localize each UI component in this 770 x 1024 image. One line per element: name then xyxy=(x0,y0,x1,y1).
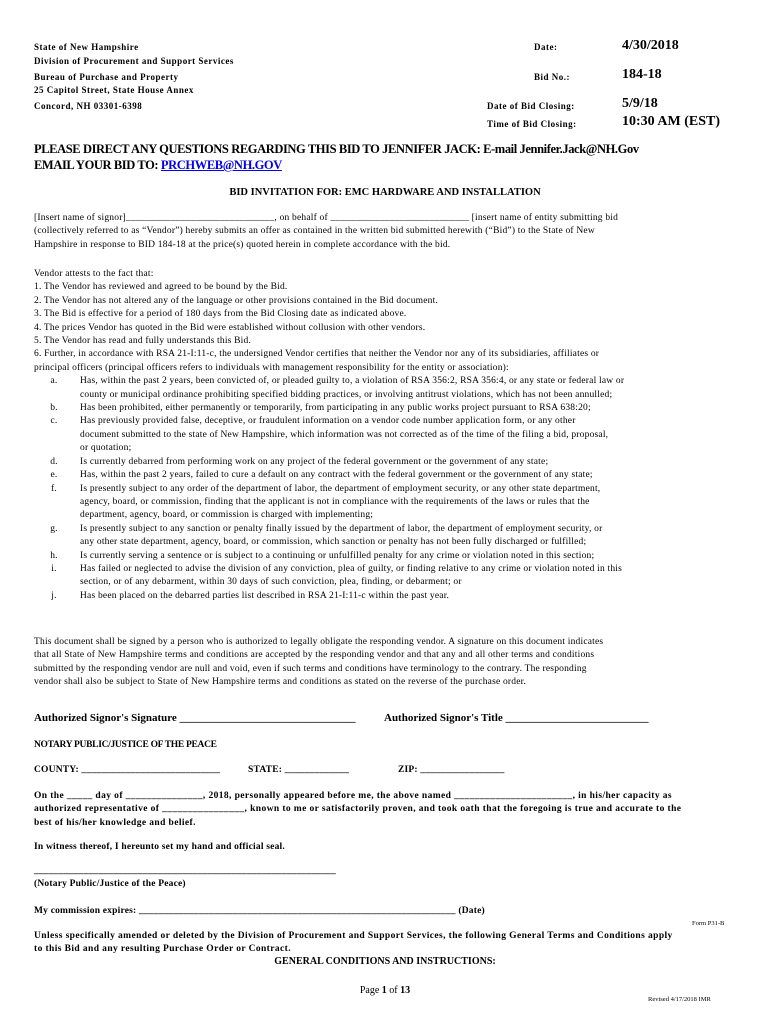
bid-no-value: 184-18 xyxy=(622,67,662,82)
subitem-line: Has failed or neglected to advise the division of any conviction, plea of guilty, or finding relative to any crime or violation noted in this xyxy=(80,563,623,574)
header-bureau: Bureau of Purchase and Property xyxy=(34,72,179,82)
subitem-letter: h. xyxy=(50,550,58,561)
state-field[interactable]: STATE: _____________ xyxy=(248,765,350,775)
subitem-letter: e. xyxy=(50,470,58,481)
intro-paragraph xyxy=(34,212,734,252)
subitem-h xyxy=(34,550,734,563)
notary-line: authorized representative of ________________, known to me or satisfactorily proven, and took oath that the foregoing is true and accurate to the xyxy=(34,804,682,815)
notary-line: On the _____ day of _______________, 2018, personally appeared before me, the above named _______________________, in his/her capacity as xyxy=(34,791,672,801)
county-field[interactable]: COUNTY: ____________________________ xyxy=(34,765,221,775)
page-prefix: Page xyxy=(359,985,382,996)
commission-expires-field[interactable]: My commission expires: ________________________________________________________________ (Date) xyxy=(34,906,485,916)
attest-item: principal officers (principal officers refers to individuals with management responsibility for the entity or association): xyxy=(34,362,509,373)
subitem-e xyxy=(34,469,734,482)
closing-time-value: 10:30 AM (EST) xyxy=(622,114,720,129)
witness-statement: In witness thereof, I hereunto set my hand and official seal. xyxy=(34,842,285,852)
intro-line: (collectively referred to as “Vendor”) hereby submits an offer as contained in the written bid submitted herewith (“Bid”) to the State of New xyxy=(34,226,595,237)
subitem-b xyxy=(34,402,734,415)
subitem-i xyxy=(34,563,734,590)
subitem-g xyxy=(34,523,734,550)
subitem-line: or quotation; xyxy=(80,443,132,454)
unless-line: to this Bid and any resulting Purchase Order or Contract. xyxy=(34,944,291,955)
form-id: Form P31-B xyxy=(692,920,725,927)
subitem-a xyxy=(34,375,734,402)
subitem-c xyxy=(34,415,734,455)
email-link[interactable]: PRCHWEB@NH.GOV xyxy=(160,158,282,172)
subitem-letter: j. xyxy=(51,590,57,601)
attests-list xyxy=(34,268,734,603)
subitem-line: Has, within the past 2 years, been convicted of, or pleaded guilty to, a violation of RSA 356:2, RSA 356:4, or any state or federal law or xyxy=(80,376,625,387)
page-number xyxy=(0,985,770,996)
subitem-letter: b. xyxy=(50,403,58,414)
subitem-letter: d. xyxy=(50,456,58,467)
signing-line: vendor shall also be subject to State of New Hampshire terms and conditions as stated on the reverse of the purchase order. xyxy=(34,677,527,688)
page-current: 1 xyxy=(381,985,387,996)
page-total: 13 xyxy=(400,985,411,996)
subitem-line: document submitted to the state of New Hampshire, which information was not corrected as of the time of the filing a bid, proposal, xyxy=(80,429,609,440)
intro-line: [Insert name of signor]______________________________, on behalf of ____________________________ [insert name of entity submitting bid xyxy=(34,213,619,223)
subitem-line: Is presently subject to any sanction or penalty finally issued by the department of labor, the department of employment security, or xyxy=(80,523,603,534)
notary-caption: (Notary Public/Justice of the Peace) xyxy=(34,879,186,889)
date-value: 4/30/2018 xyxy=(622,38,679,53)
attest-item: 6. Further, in accordance with RSA 21-I:11-c, the undersigned Vendor certifies that neither the Vendor nor any of its subsidiaries, affiliates or xyxy=(34,349,600,360)
subitem-line: Is currently debarred from performing work on any project of the federal government or the government of any state; xyxy=(80,456,549,467)
subitem-line: section, or of any debarment, within 30 days of such conviction, plea, finding, or debarment; or xyxy=(80,577,462,588)
attest-item: 1. The Vendor has reviewed and agreed to be bound by the Bid. xyxy=(34,282,288,293)
subitem-line: Is currently serving a sentence or is subject to a continuing or unfulfilled penalty for any crime or violation noted in this section; xyxy=(80,550,595,561)
zip-field[interactable]: ZIP: _________________ xyxy=(398,765,505,775)
attest-item: 3. The Bid is effective for a period of 180 days from the Bid Closing date as indicated above. xyxy=(34,309,407,320)
signing-line: This document shall be signed by a person who is authorized to legally obligate the responding vendor. A signature on this document indicates xyxy=(34,637,604,647)
page-of: of xyxy=(386,985,401,996)
bid-title: BID INVITATION FOR: EMC HARDWARE AND INSTALLATION xyxy=(229,187,541,198)
unless-line: Unless specifically amended or deleted by the Division of Procurement and Support Services, the following General Terms and Conditions apply xyxy=(34,931,673,941)
signing-line: submitted by the responding vendor are null and void, even if such terms and conditions have terminology to the contrary. The responding xyxy=(34,663,587,674)
subitem-line: any other state department, agency, board, or commission, which sanction or penalty has not been fully discharged or fulfilled; xyxy=(80,537,587,548)
header-street: 25 Capitol Street, State House Annex xyxy=(34,85,194,95)
signor-signature-field[interactable]: Authorized Signor's Signature ________________________________ xyxy=(34,712,356,724)
subitem-line: agency, board, or commission, finding that the applicant is not in compliance with the requirements of the laws or rules that the xyxy=(80,496,590,507)
notary-heading: NOTARY PUBLIC/JUSTICE OF THE PEACE xyxy=(34,740,217,750)
subitem-letter: i. xyxy=(51,563,57,574)
attest-item: 2. The Vendor has not altered any of the language or other provisions contained in the Bid document. xyxy=(34,295,439,306)
questions-direction: PLEASE DIRECT ANY QUESTIONS REGARDING THIS BID TO JENNIFER JACK: E-mail Jennifer.Jack@NH.Gov xyxy=(34,142,639,156)
subitem-letter: f. xyxy=(51,483,57,494)
subitem-j xyxy=(34,590,734,603)
subitem-letter: a. xyxy=(50,376,58,387)
email-direction xyxy=(34,158,282,173)
subitem-d xyxy=(34,456,734,469)
bid-no-label: Bid No.: xyxy=(534,72,571,82)
intro-line: Hampshire in response to BID 184-18 at the price(s) quoted herein in complete accordance with the bid. xyxy=(34,239,451,250)
subitem-line: Is presently subject to any order of the department of labor, the department of employment security, or any other state department, xyxy=(80,483,601,494)
signor-title-field[interactable]: Authorized Signor's Title __________________________ xyxy=(384,712,649,724)
closing-date-label: Date of Bid Closing: xyxy=(487,101,575,111)
unless-paragraph xyxy=(34,930,734,957)
subitem-line: Has previously provided false, deceptive, or fraudulent information on a vendor code number application form, or any other xyxy=(80,416,576,427)
closing-time-label: Time of Bid Closing: xyxy=(487,119,577,129)
general-conditions-heading: GENERAL CONDITIONS AND INSTRUCTIONS: xyxy=(274,956,496,967)
revision-note: Revised 4/17/2018 IMR xyxy=(648,996,711,1003)
date-label: Date: xyxy=(534,42,558,52)
subitem-line: Has been placed on the debarred parties list described in RSA 21-I:11-c within the past year. xyxy=(80,590,450,601)
notary-line: best of his/her knowledge and belief. xyxy=(34,817,196,828)
email-prefix: EMAIL YOUR BID TO: xyxy=(34,158,161,172)
notary-signature-line[interactable]: _____________________________________________________________ xyxy=(34,866,336,876)
subitem-line: department, agency, board, or commission is charged with implementing; xyxy=(80,510,374,521)
subitem-line: Has, within the past 2 years, failed to cure a default on any contract with the federal government or the government of any state; xyxy=(80,470,593,481)
closing-date-value: 5/9/18 xyxy=(622,96,658,111)
attests-heading: Vendor attests to the fact that: xyxy=(34,269,154,279)
header-division: Division of Procurement and Support Services xyxy=(34,56,234,66)
header-city: Concord, NH 03301-6398 xyxy=(34,101,143,111)
attest-item: 4. The prices Vendor has quoted in the Bid were established without collusion with other vendors. xyxy=(34,322,426,333)
header-agency: State of New Hampshire xyxy=(34,42,139,52)
subitem-f xyxy=(34,483,734,523)
signing-paragraph xyxy=(34,636,734,690)
subitem-letter: c. xyxy=(50,416,58,427)
notary-statement xyxy=(34,790,734,830)
subitem-line: county or municipal ordinance prohibiting specified bidding practices, or involving antitrust violations, which has not been annulled; xyxy=(80,389,613,400)
attest-item: 5. The Vendor has read and fully understands this Bid. xyxy=(34,336,252,347)
signing-line: that all State of New Hampshire terms and conditions are accepted by the responding vendor and that any and all other terms and conditions xyxy=(34,650,595,661)
subitem-line: Has been prohibited, either permanently or temporarily, from participating in any public works project pursuant to RSA 638:20; xyxy=(80,403,591,414)
subitem-letter: g. xyxy=(50,523,58,534)
